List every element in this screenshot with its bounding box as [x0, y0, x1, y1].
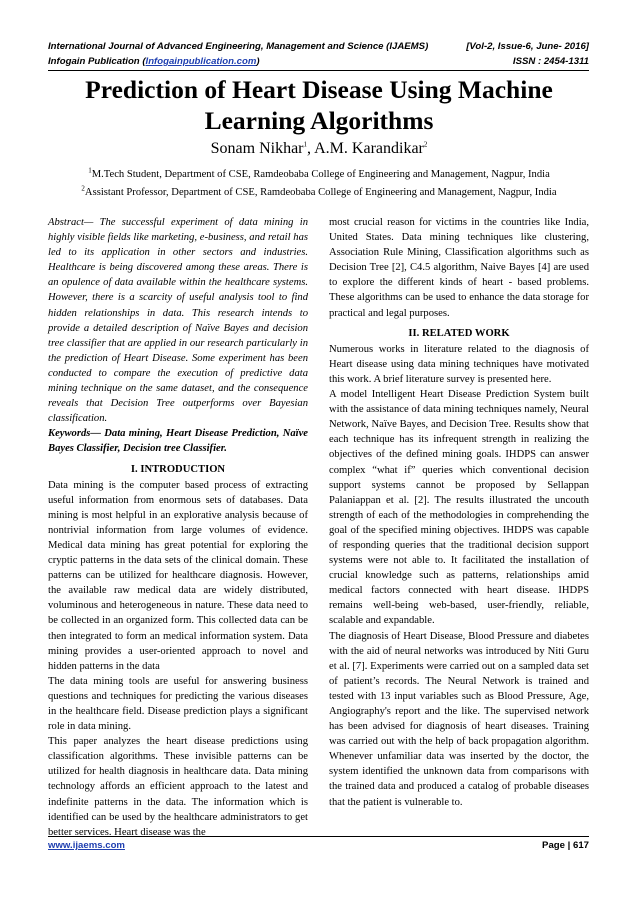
page-number: Page | 617 — [542, 840, 589, 851]
body-paragraph: most crucial reason for victims in the countries like India, United States. Data mining techniques like clustering, Association Rule Mining, Classification algorithms such as Decision Tree [2], C4.5 algorithm, Naive Bayes [4] are used to explore the different kinds of heart - based problems. These algorithms can be used to enhance the data storage for practical and legal purposes. — [329, 217, 589, 319]
author-1: Sonam Nikhar — [210, 140, 304, 157]
left-column — [48, 215, 308, 840]
section-heading-introduction: I. INTRODUCTION — [130, 463, 226, 475]
body-paragraph: Data mining is the computer based process of extracting useful information from enormous sets of databases. Data mining is most helpful in an explorative analysis because of nontrivial information from large volumes of evidence. Medical data mining has great potential for exploring the cryptic patterns in the data sets of the clinical domain. These patterns can be utilized for healthcare diagnosis. However, the available raw medical data are widely distributed, voluminous and heterogeneous in nature. These data need to be collected in an organized form. This collected data can be then integrated to form an medical information system. Data mining provides a user-oriented approach to novel and hidden patterns in the data — [48, 479, 308, 672]
paper-title: Prediction of Heart Disease Using Machine Learning Algorithms — [85, 75, 553, 135]
issn: ISSN : 2454-1311 — [512, 56, 589, 67]
affiliation-2-mark: 2 — [81, 184, 85, 193]
publisher-suffix: ) — [256, 56, 260, 67]
keywords: Keywords— Data mining, Heart Disease Prediction, Naïve Bayes Classifier, Decision tree Classifier. — [48, 428, 308, 455]
abstract: Abstract— The successful experiment of data mining in highly visible fields like marketing, e-business, and retail has led to its application in other sectors and industries. Healthcare is being discovered among these areas. There is an opulence of data available within the healthcare systems. However, there is a scarcity of useful analysis tool to find hidden relationships in data. This research intends to provide a detailed description of Naïve Bayes and decision tree classifier that are applied in our research particularly in the prediction of Heart Disease. Some experiment has been conducted to compare the execution of predictive data mining technique on the same dataset, and the consequence reveals that Decision Tree outperforms over Bayesian classification. — [48, 217, 308, 425]
author-1-affiliation-mark: 1 — [303, 140, 307, 149]
author-line — [40, 140, 598, 158]
volume-issue: [Vol-2, Issue-6, June- 2016] — [466, 41, 589, 52]
running-header-journal-line — [48, 41, 589, 52]
footer-divider — [48, 836, 589, 837]
footer — [48, 840, 589, 851]
right-column — [329, 215, 589, 810]
affiliation-2 — [40, 184, 598, 198]
body-paragraph: The diagnosis of Heart Disease, Blood Pressure and diabetes with the aid of neural networks was introduced by Niti Guru et al. [7]. Experiments were carried out on a sampled data set of patient’s records. The Neural Network is trained and tested with 13 input variables such as Blood Pressure, Age, Angiography's report and the like. The supervised network has been advised for diagnosis of heart diseases. Training was carried out with the help of back propagation algorithm. Whenever unfamiliar data was inserted by the doctor, the system identified the unknown data from comparisons with the trained data and produced a catalog of probable diseases that the patient is vulnerable to. — [329, 630, 589, 808]
body-paragraph: This paper analyzes the heart disease predictions using classification algorithms. These invisible patterns can be utilized for health diagnosis in healthcare data. Data mining technology affords an efficient approach to the latest and indefinite patterns in the data. The information which is identified can be used by the healthcare administrators to get better services. Heart disease was the — [48, 736, 308, 838]
publisher-link[interactable]: Infogainpublication.com — [145, 56, 257, 67]
author-2-affiliation-mark: 2 — [423, 140, 428, 149]
author-separator: , — [307, 140, 315, 157]
header-divider — [48, 70, 589, 71]
body-paragraph: Numerous works in literature related to the diagnosis of Heart disease using data mining techniques have motivated this work. A brief literature survey is presented here. — [329, 343, 589, 385]
publisher-prefix: Infogain Publication ( — [48, 56, 146, 67]
website-link[interactable]: www.ijaems.com — [48, 840, 125, 851]
affiliation-1 — [40, 166, 598, 180]
affiliation-2-text: Assistant Professor, Department of CSE, Ramdeobaba College of Engineering and Management, Nagpur, India — [84, 187, 557, 198]
journal-name: International Journal of Advanced Engineering, Management and Science (IJAEMS) — [48, 41, 429, 52]
body-paragraph: A model Intelligent Heart Disease Prediction System built with the assistance of data mining techniques namely, Neural Network, Naïve Bayes, and Decision Tree. Results show that each technique has its infrequent strength in realizing the objectives of the defined mining goals. IHDPS can answer complex “what if” queries which conventional decision support systems cannot be proposed by Sellappan Palaniappan et al. [2]. The results illustrated the uncouth strength of each of the methodologies in comprehending the goal of the specified mining objectives. IHDPS was capable of responding queries that the traditional decision support systems were not able to. It facilitated the installation of crucial knowledge such as patterns, relationships amid medical factors connected with heart disease. IHDPS remains well-being web-based, user-friendly, reliable, scalable and expandable. — [329, 389, 589, 627]
affiliation-1-text: M.Tech Student, Department of CSE, Ramdeobaba College of Engineering and Management, Nagpur, India — [91, 169, 550, 180]
author-2: A.M. Karandikar — [314, 140, 424, 157]
running-header-publisher-line — [48, 56, 589, 67]
section-heading-related-work: II. RELATED WORK — [408, 327, 510, 339]
body-paragraph: The data mining tools are useful for answering business questions and techniques for predicting the various diseases in the healthcare field. Disease prediction plays a significant role in data mining. — [48, 675, 308, 733]
affiliation-1-mark: 1 — [88, 166, 92, 175]
